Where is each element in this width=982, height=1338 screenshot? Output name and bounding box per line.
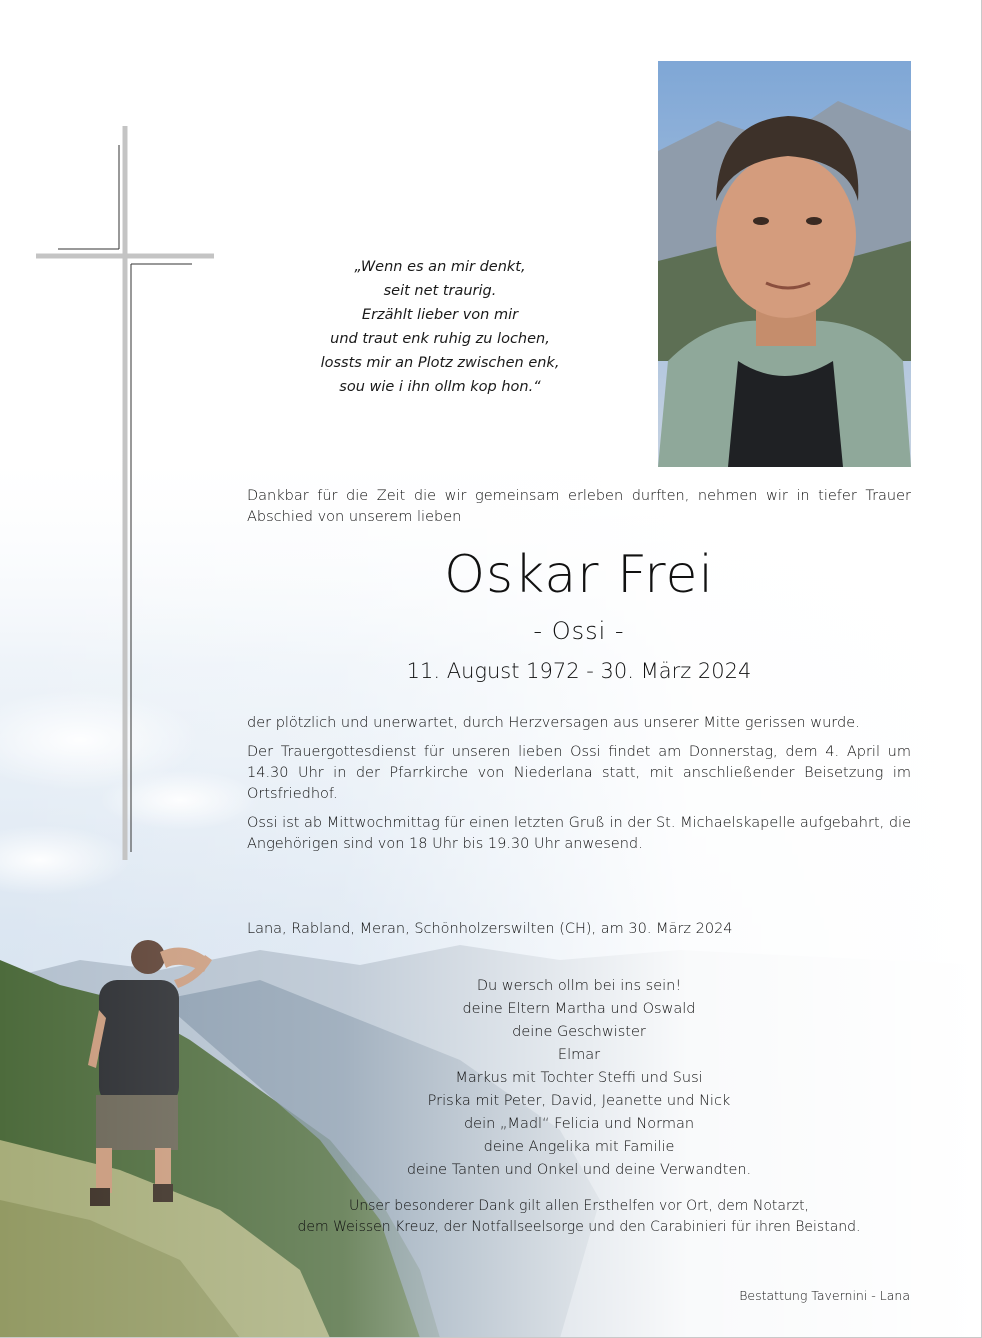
mourner-line: deine Angelika mit Familie: [483, 1139, 675, 1155]
deceased-name: Oskar Frei: [444, 545, 714, 605]
paragraph-service: Der Trauergottesdienst für unseren lieben Ossi findet am Donnerstag, dem 4. April um 14.30 Uhr in der Pfarrkirche von Niederlana statt, mit anschließender Beisetzung im Ortsfriedhof.: [247, 744, 911, 802]
paragraph-cause: der plötzlich und unerwartet, durch Herzversagen aus unserer Mitte gerissen wurde.: [247, 715, 860, 731]
mourner-line: deine Geschwister: [512, 1024, 646, 1040]
mourner-line: deine Eltern Martha und Oswald: [462, 1001, 696, 1017]
thanks-note: [247, 1196, 911, 1238]
mourner-line: dein „Madl“ Felicia und Norman: [463, 1116, 695, 1132]
mourner-line: Priska mit Peter, David, Jeanette und Nick: [427, 1093, 731, 1109]
portrait-photo: [658, 61, 911, 467]
undertaker-credit: Bestattung Tavernini - Lana: [739, 1288, 910, 1303]
life-dates: 11. August 1972 - 30. März 2024: [406, 659, 752, 683]
quote-line: sou wie i ihn ollm kop hon.“: [339, 379, 541, 395]
announcement-body: [247, 713, 911, 863]
mourners-motto: Du wersch ollm bei ins sein!: [476, 978, 682, 994]
thanks-line: dem Weissen Kreuz, der Notfallseelsorge und den Carabinieri für ihren Beistand.: [297, 1219, 861, 1235]
quote-line: „Wenn es an mir denkt,: [354, 259, 526, 275]
quote-block: [290, 255, 590, 399]
quote-line: und traut enk ruhig zu lochen,: [330, 331, 550, 347]
quote-line: seit net traurig.: [383, 283, 497, 299]
quote-line: lossts mir an Plotz zwischen enk,: [320, 355, 560, 371]
deceased-nickname: - Ossi -: [533, 617, 625, 645]
mourners-list: [247, 975, 911, 1182]
quote-line: Erzählt lieber von mir: [361, 307, 519, 323]
mourner-line: deine Tanten und Onkel und deine Verwandten.: [406, 1162, 752, 1178]
cross-icon: [0, 0, 240, 880]
place-and-date: Lana, Rabland, Meran, Schönholzerswilten (CH), am 30. März 2024: [247, 921, 733, 937]
mourner-line: Elmar: [557, 1047, 601, 1063]
paragraph-viewing: Ossi ist ab Mittwochmittag für einen letzten Gruß in der St. Michaelskapelle aufgebahrt, die Angehörigen sind von 18 Uhr bis 19.30 Uhr anwesend.: [247, 815, 911, 852]
thanks-line: Unser besonderer Dank gilt allen Ersthelfen vor Ort, dem Notarzt,: [348, 1198, 810, 1214]
mourner-line: Markus mit Tochter Steffi und Susi: [455, 1070, 703, 1086]
intro-text: Dankbar für die Zeit die wir gemeinsam erleben durften, nehmen wir in tiefer Trauer Abschied von unserem lieben: [247, 488, 911, 525]
